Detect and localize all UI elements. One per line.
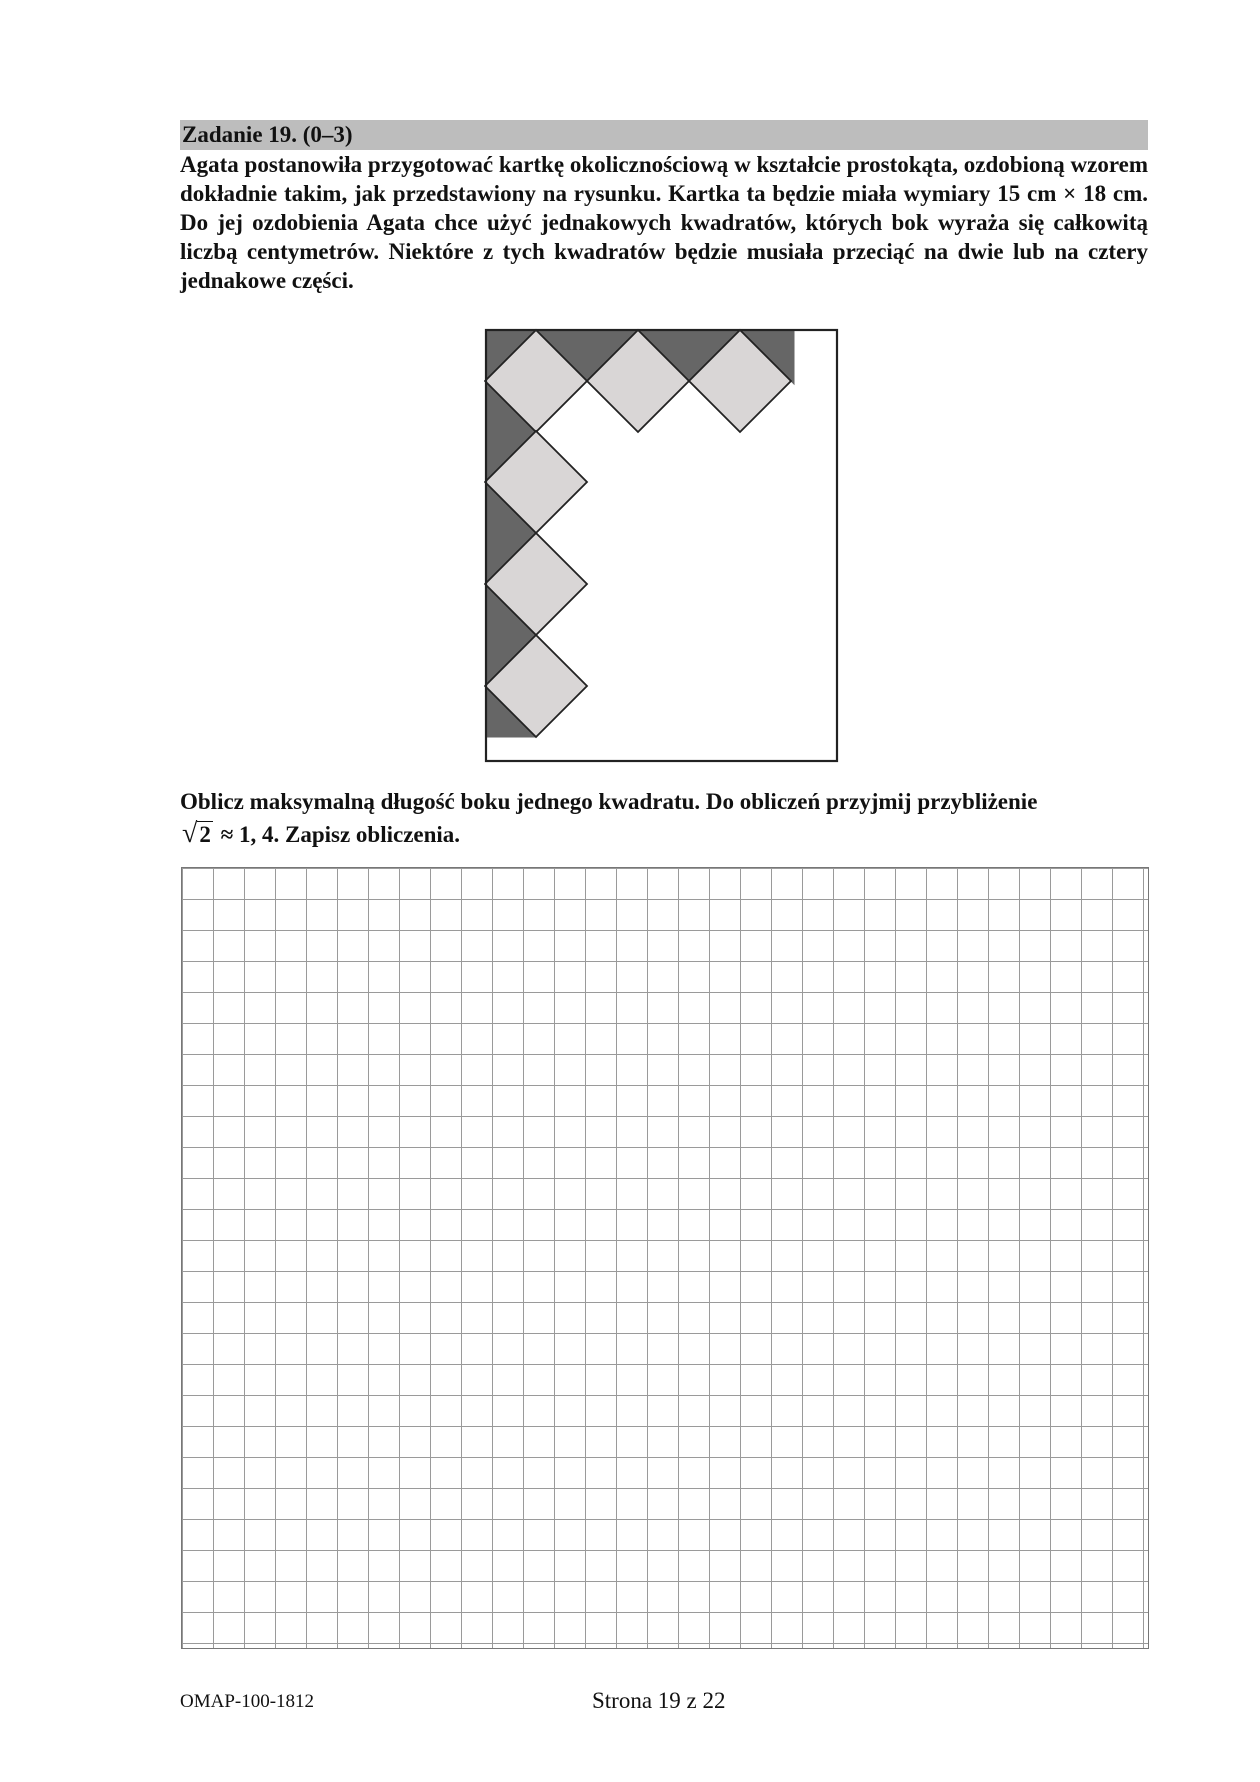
instruction-text: Oblicz maksymalną długość boku jednego kwadratu. Do obliczeń przyjmij przybliżenie (180, 789, 1038, 814)
page-number: Strona 19 z 22 (592, 1688, 726, 1713)
card-pattern-svg (484, 328, 840, 764)
sqrt-icon: √ (182, 818, 198, 849)
exam-code: OMAP-100-1812 (180, 1691, 315, 1712)
answer-grid[interactable] (181, 867, 1149, 1649)
sqrt-radicand: 2 (199, 822, 211, 847)
sqrt-expression (182, 818, 213, 851)
instruction (180, 786, 1148, 851)
task-header (180, 120, 1148, 150)
approx-value: ≈ 1, 4 (220, 822, 274, 847)
task-title: Zadanie 19. (0–3) (182, 122, 353, 147)
pattern-figure (484, 328, 840, 769)
task-description: Agata postanowiła przygotować kartkę okolicznościową w kształcie prostokąta, ozdobioną wzorem dokładnie takim, jak przedstawiony na rysunku. Kartka ta będzie miała wymiary 15 cm × 18 cm. Do jej ozdobienia Agata chce użyć jednakowych kwadratów, których bok wyraża się całkowitą liczbą centymetrów. Niektóre z tych kwadratów będzie musiała przeciąć na dwie lub na cztery jednakowe części. (180, 152, 1148, 293)
instruction-text-after: . Zapisz obliczenia. (273, 822, 461, 847)
